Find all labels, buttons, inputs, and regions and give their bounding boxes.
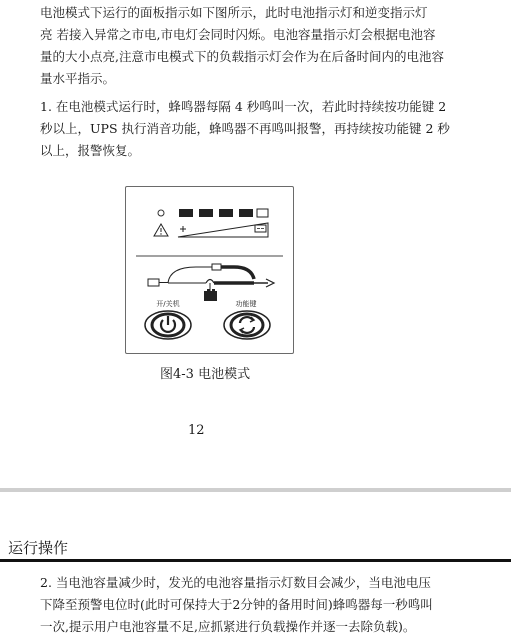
capacity-bar-icon bbox=[179, 209, 193, 217]
figure-caption: 图4-3 电池模式 bbox=[160, 367, 251, 382]
battery-flow-icon bbox=[204, 291, 217, 301]
buzzer-instruction bbox=[40, 96, 480, 162]
text-line: 下降至预警电位时(此时可保持大于2分钟的备用时间)蜂鸣器每一秒鸣叫 bbox=[40, 597, 433, 612]
capacity-bar-icon bbox=[219, 209, 233, 217]
page-break-divider bbox=[0, 488, 511, 492]
capacity-bar-icon bbox=[199, 209, 213, 217]
text-line: 1. 在电池模式运行时，蜂鸣器每隔 4 秒鸣叫一次，若此时持续按功能键 2 bbox=[40, 99, 447, 114]
ups-front-panel-figure bbox=[125, 186, 294, 354]
capacity-bar-empty-icon bbox=[257, 209, 268, 217]
function-button-label: 功能键 bbox=[235, 300, 257, 308]
low-battery-instruction bbox=[40, 572, 480, 638]
panel-drawing bbox=[126, 187, 293, 353]
text-line: 以上，报警恢复。 bbox=[40, 143, 141, 158]
text-line: 2. 当电池容量减少时，发光的电池容量指示灯数目会减少，当电池电压 bbox=[40, 575, 431, 590]
battery-small-icon bbox=[255, 225, 266, 232]
mains-input-icon bbox=[148, 279, 159, 286]
text-line: 电池模式下运行的面板指示如下图所示，此时电池指示灯和逆变指示灯 bbox=[40, 5, 428, 20]
page-number: 12 bbox=[188, 423, 205, 438]
mains-indicator-icon bbox=[158, 210, 164, 216]
section-heading: 运行操作 bbox=[8, 539, 69, 557]
section-rule bbox=[0, 559, 511, 562]
text-line: 秒以上，UPS 执行消音功能，蜂鸣器不再鸣叫报警，再持续按功能键 2 秒 bbox=[40, 121, 450, 136]
text-line: 亮 若接入异常之市电,市电灯会同时闪烁。电池容量指示灯会根据电池容 bbox=[40, 27, 436, 42]
capacity-bar-icon bbox=[239, 209, 253, 217]
power-button-label: 开/关机 bbox=[156, 300, 180, 308]
text-line: 一次,提示用户电池容量不足,应抓紧进行负载操作并逐一去除负载)。 bbox=[40, 619, 416, 634]
battery-mode-description bbox=[40, 2, 470, 90]
text-line: 量的大小点亮,注意市电模式下的负载指示灯会作为在后备时间内的电池容 bbox=[40, 49, 444, 64]
text-line: 量水平指示。 bbox=[40, 71, 116, 86]
